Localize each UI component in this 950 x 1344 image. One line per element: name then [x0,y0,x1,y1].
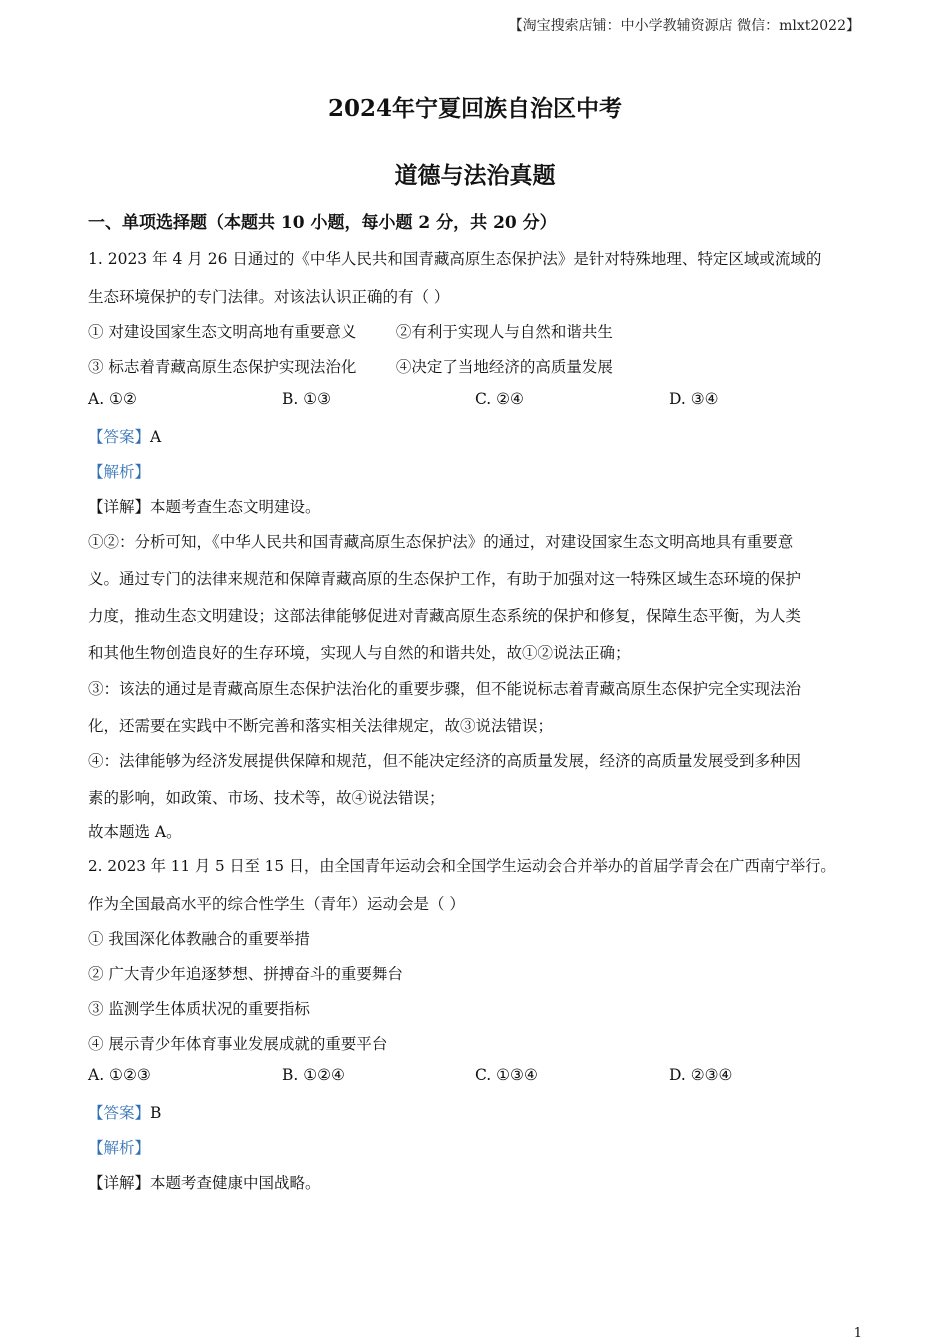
q1-conclusion: 故本题选 A。 [88,823,182,841]
header-note: 【淘宝搜索店铺：中小学教辅资源店 微信：mlxt2022】 [508,18,860,34]
q1-analysis-label: 【解析】 [88,463,151,481]
q2-statement: ④ 展示青少年体育事业发展成就的重要平台 [88,1035,388,1053]
subject-title: 道德与法治真题 [394,162,556,189]
q1-explain-line: 素的影响，如政策、市场、技术等，故④说法错误； [88,789,445,807]
q2-answer [88,1101,161,1123]
q1-option-d: D. ③④ [669,390,719,408]
q2-stem-line2: 作为全国最高水平的综合性学生（青年）运动会是（ ） [88,895,465,913]
section-heading: 一、单项选择题（本题共 10 小题，每小题 2 分，共 20 分） [88,213,557,233]
q1-explain-line: ①②：分析可知，《中华人民共和国青藏高原生态保护法》的通过，对建设国家生态文明高地具有重要意 [88,533,794,551]
q2-option-c: C. ①③④ [475,1066,538,1084]
exam-title: 2024年宁夏回族自治区中考 [327,95,622,122]
q1-option-b: B. ①③ [282,390,332,408]
q1-option-c: C. ②④ [475,390,524,408]
q1-statements-row2: ③ 标志着青藏高原生态保护实现法治化 ④决定了当地经济的高质量发展 [88,358,613,376]
q2-statement: ① 我国深化体教融合的重要举措 [88,930,310,948]
q2-detail: 【详解】本题考查健康中国战略。 [88,1174,321,1192]
q1-answer [88,425,161,447]
q2-statement: ③ 监测学生体质状况的重要指标 [88,1000,310,1018]
q2-option-d: D. ②③④ [669,1066,733,1084]
page-number: 1 [853,1326,862,1341]
answer-value: A [150,428,162,446]
q1-explain-line: 力度，推动生态文明建设；这部法律能够促进对青藏高原生态系统的保护和修复，保障生态平衡，为人类 [88,607,802,625]
answer-label: 【答案】 [88,1104,151,1122]
q1-statements-row1: ① 对建设国家生态文明高地有重要意义 ②有利于实现人与自然和谐共生 [88,323,613,341]
q1-detail: 【详解】本题考查生态文明建设。 [88,498,321,516]
q1-explain-line: ③：该法的通过是青藏高原生态保护法治化的重要步骤，但不能说标志着青藏高原生态保护完全实现法治 [88,680,802,698]
q2-option-b: B. ①②④ [282,1066,345,1084]
q1-explain-line: 化，还需要在实践中不断完善和落实相关法律规定，故③说法错误； [88,717,554,735]
q1-explain-line: 和其他生物创造良好的生存环境，实现人与自然的和谐共处，故①②说法正确； [88,644,631,662]
q1-option-a: A. ①② [88,390,137,408]
q2-analysis-label: 【解析】 [88,1139,151,1157]
q2-statement: ② 广大青少年追逐梦想、拼搏奋斗的重要舞台 [88,965,403,983]
q2-stem-line1: 2. 2023 年 11 月 5 日至 15 日，由全国青年运动会和全国学生运动会合并举办的首届学青会在广西南宁举行。 [88,857,836,875]
q2-option-a: A. ①②③ [88,1066,151,1084]
q1-explain-line: 义。通过专门的法律来规范和保障青藏高原的生态保护工作，有助于加强对这一特殊区域生态环境的保护 [88,570,802,588]
q1-stem-line1: 1. 2023 年 4 月 26 日通过的《中华人民共和国青藏高原生态保护法》是针对特殊地理、特定区域或流域的 [88,250,822,268]
answer-label: 【答案】 [88,428,151,446]
q1-explain-line: ④：法律能够为经济发展提供保障和规范，但不能决定经济的高质量发展，经济的高质量发展受到多种因 [88,752,802,770]
q1-stem-line2: 生态环境保护的专门法律。对该法认识正确的有（ ） [88,288,450,306]
answer-value: B [150,1104,162,1122]
